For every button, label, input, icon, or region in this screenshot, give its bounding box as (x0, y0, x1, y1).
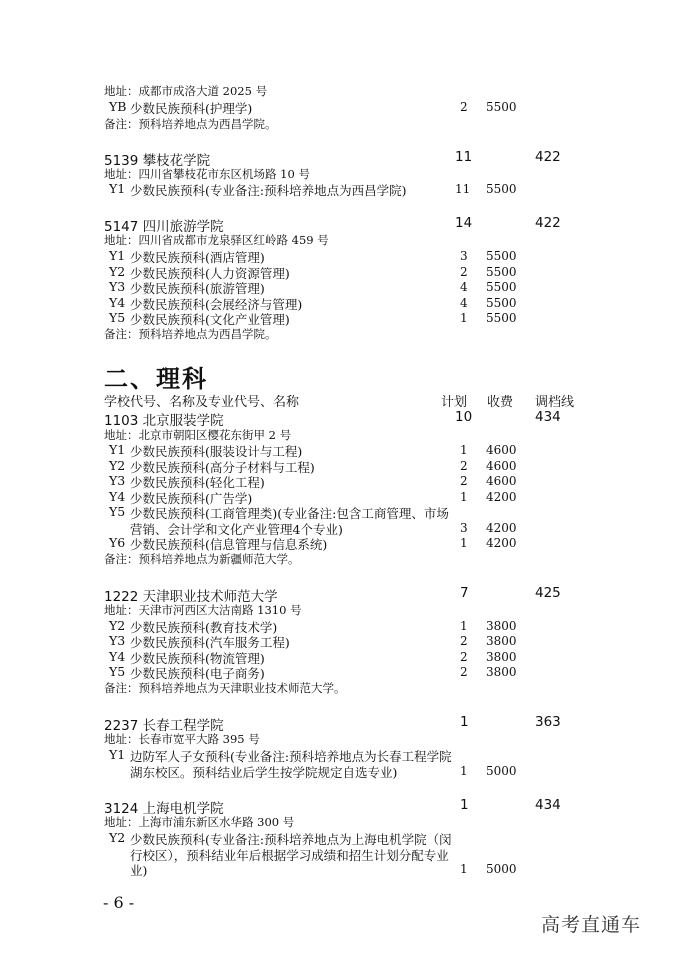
major-name: 边防军人子女预科(专业备注:预科培养地点为长春工程学院 (130, 749, 452, 764)
major-plan: 11 (455, 182, 471, 196)
watermark: 高考直通车 (541, 914, 642, 936)
major-fee: 4600 (486, 474, 517, 488)
note: 备注：预科培养地点为西昌学院。 (104, 117, 277, 131)
major-name: 少数民族预科(信息管理与信息系统) (130, 537, 328, 552)
major-fee: 5500 (486, 280, 517, 294)
address: 地址：北京市朝阳区樱花东街甲 2 号 (104, 428, 292, 442)
major-fee: 4200 (486, 536, 517, 550)
school-plan: 7 (460, 585, 469, 601)
major-code: Y1 (109, 747, 126, 762)
major-plan: 4 (460, 280, 468, 294)
major-plan: 2 (460, 459, 468, 473)
major-name: 少数民族预科(文化产业管理) (130, 312, 290, 327)
major-code: Y3 (109, 633, 126, 648)
major-code: Y2 (109, 830, 126, 845)
major-plan: 1 (460, 536, 468, 550)
major-code: Y3 (109, 473, 126, 488)
school-plan: 1 (460, 714, 469, 730)
school-plan: 14 (455, 215, 473, 231)
address: 地址：成都市成洛大道 2025 号 (104, 84, 268, 98)
major-code: Y1 (109, 442, 126, 457)
school-line: 425 (535, 585, 561, 601)
major-name: 少数民族预科(服装设计与工程) (130, 444, 303, 459)
school-header: 1103 北京服装学院 (104, 413, 224, 429)
major-name: 少数民族预科(轻化工程) (130, 475, 265, 490)
major-name: 少数民族预科(酒店管理) (130, 250, 265, 265)
major-plan: 1 (460, 619, 468, 633)
major-plan: 2 (460, 265, 468, 279)
major-fee: 3800 (486, 650, 517, 664)
note: 备注：预科培养地点为天津职业技术师范大学。 (104, 681, 346, 695)
major-plan: 1 (460, 862, 468, 876)
major-code: Y4 (109, 489, 126, 504)
major-fee: 4200 (486, 490, 517, 504)
address: 地址：长春市宽平大路 395 号 (104, 732, 260, 746)
major-name: 少数民族预科(人力资源管理) (130, 266, 290, 281)
major-code: Y5 (109, 664, 126, 679)
major-code: Y5 (109, 504, 126, 519)
address: 地址：天津市河西区大沽南路 1310 号 (104, 603, 302, 617)
school-line: 434 (535, 409, 561, 425)
major-name-continued: 业) (130, 863, 148, 878)
major-name: 少数民族预科(电子商务) (130, 666, 265, 681)
major-plan: 3 (460, 249, 468, 263)
major-name: 少数民族预科(高分子材料与工程) (130, 460, 315, 475)
major-plan: 1 (460, 764, 468, 778)
major-code: Y5 (109, 310, 126, 325)
major-plan: 1 (460, 490, 468, 504)
column-header-fee: 收费 (487, 395, 514, 410)
major-plan: 2 (460, 665, 468, 679)
column-header-plan: 计划 (441, 395, 468, 410)
major-name: 少数民族预科(专业备注:预科培养地点为西昌学院) (130, 183, 407, 198)
major-plan: 2 (460, 100, 468, 114)
major-code: Y3 (109, 279, 126, 294)
major-code: Y2 (109, 458, 126, 473)
note: 备注：预科培养地点为新疆师范大学。 (104, 552, 300, 566)
school-line: 363 (535, 714, 561, 730)
school-line: 422 (535, 149, 561, 165)
major-name: 少数民族预科(汽车服务工程) (130, 635, 290, 650)
school-plan: 1 (460, 797, 469, 813)
major-plan: 3 (460, 521, 468, 535)
major-code: YB (109, 99, 127, 114)
major-plan: 4 (460, 296, 468, 310)
school-header: 5147 四川旅游学院 (104, 219, 224, 235)
major-fee: 5000 (486, 764, 517, 778)
column-header-line: 调档线 (535, 395, 575, 410)
major-code: Y4 (109, 295, 126, 310)
major-code: Y2 (109, 618, 126, 633)
major-name: 少数民族预科(会展经济与管理) (130, 297, 303, 312)
major-code: Y4 (109, 649, 126, 664)
major-fee: 5500 (486, 182, 517, 196)
major-fee: 5000 (486, 862, 517, 876)
major-fee: 5500 (486, 249, 517, 263)
major-name: 少数民族预科(广告学) (130, 491, 253, 506)
school-header: 3124 上海电机学院 (104, 801, 224, 817)
major-code: Y1 (109, 248, 126, 263)
major-code: Y1 (109, 181, 126, 196)
major-name: 少数民族预科(旅游管理) (130, 281, 265, 296)
major-fee: 4200 (486, 521, 517, 535)
major-fee: 4600 (486, 443, 517, 457)
major-name-continued: 湖东校区。预科结业后学生按学院规定自选专业) (130, 765, 398, 780)
major-fee: 4600 (486, 459, 517, 473)
school-header: 5139 攀枝花学院 (104, 153, 211, 169)
school-line: 422 (535, 215, 561, 231)
major-plan: 1 (460, 311, 468, 325)
page-number: - 6 - (103, 893, 135, 912)
major-fee: 5500 (486, 265, 517, 279)
major-plan: 2 (460, 650, 468, 664)
major-name: 少数民族预科(教育技术学) (130, 620, 278, 635)
major-fee: 3800 (486, 619, 517, 633)
major-fee: 5500 (486, 100, 517, 114)
major-fee: 5500 (486, 311, 517, 325)
major-fee: 3800 (486, 665, 517, 679)
major-code: Y6 (109, 535, 126, 550)
major-name-continued: 行校区），预科结业年后根据学习成绩和招生计划分配专业 (130, 848, 449, 863)
major-plan: 2 (460, 474, 468, 488)
major-name: 少数民族预科(专业备注:预科培养地点为上海电机学院（闵 (130, 832, 452, 847)
major-code: Y2 (109, 264, 126, 279)
section-title: 二、理科 (104, 365, 208, 393)
address: 地址：四川省攀枝花市东区机场路 10 号 (104, 167, 310, 181)
major-name: 少数民族预科(物流管理) (130, 651, 265, 666)
school-plan: 11 (455, 149, 473, 165)
major-name: 少数民族预科(护理学) (130, 101, 253, 116)
major-fee: 3800 (486, 634, 517, 648)
column-header-school: 学校代号、名称及专业代号、名称 (104, 395, 300, 410)
school-header: 2237 长春工程学院 (104, 718, 224, 734)
school-line: 434 (535, 797, 561, 813)
major-plan: 2 (460, 634, 468, 648)
note: 备注：预科培养地点为西昌学院。 (104, 327, 277, 341)
address: 地址：上海市浦东新区水华路 300 号 (104, 815, 295, 829)
school-plan: 10 (455, 409, 473, 425)
major-name-continued: 营销、会计学和文化产业管理4个专业) (130, 522, 343, 537)
school-header: 1222 天津职业技术师范大学 (104, 589, 278, 605)
major-name: 少数民族预科(工商管理类)(专业备注:包含工商管理、市场 (130, 506, 449, 521)
major-plan: 1 (460, 443, 468, 457)
major-fee: 5500 (486, 296, 517, 310)
address: 地址：四川省成都市龙泉驿区红岭路 459 号 (104, 233, 329, 247)
